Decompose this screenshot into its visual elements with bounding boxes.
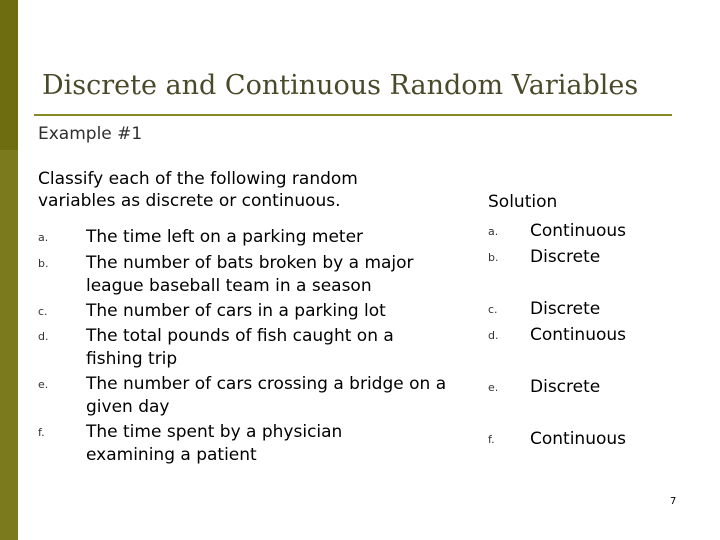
answer-letter: c. <box>488 303 498 316</box>
question-letter: e. <box>38 378 49 391</box>
answer-text: Discrete <box>530 299 601 319</box>
answer-text: Discrete <box>530 247 601 267</box>
question-text: The number of cars in a parking lot <box>86 301 386 321</box>
solution-heading: Solution <box>488 192 558 212</box>
slide-title: Discrete and Continuous Random Variables <box>42 70 639 101</box>
answer-letter: e. <box>488 381 499 394</box>
answer-text: Discrete <box>530 377 601 397</box>
question-letter: c. <box>38 305 48 318</box>
question-text: The time left on a parking meter <box>86 227 364 247</box>
left-accent-bar-top <box>0 0 18 150</box>
left-accent-bar <box>0 0 18 540</box>
intro-text: Classify each of the following random variables as discrete or continuous. <box>38 169 358 211</box>
example-label: Example #1 <box>38 124 143 144</box>
question-text: The total pounds of fish caught on a fishing trip <box>86 326 394 369</box>
question-letter: a. <box>38 231 49 244</box>
answer-letter: a. <box>488 225 499 238</box>
answer-text: Continuous <box>530 221 627 241</box>
page-number: 7 <box>670 496 677 507</box>
question-text: The number of bats broken by a major league baseball team in a season <box>86 253 414 296</box>
question-letter: f. <box>38 426 45 439</box>
answer-letter: f. <box>488 433 495 446</box>
question-text: The time spent by a physician examining a patient <box>86 422 343 465</box>
question-letter: b. <box>38 257 49 270</box>
answer-letter: b. <box>488 251 499 264</box>
question-text: The number of cars crossing a bridge on a given day <box>86 374 447 417</box>
answer-text: Continuous <box>530 325 627 345</box>
title-underline <box>34 114 672 116</box>
answer-letter: d. <box>488 329 499 342</box>
answer-text: Continuous <box>530 429 627 449</box>
question-letter: d. <box>38 330 49 343</box>
